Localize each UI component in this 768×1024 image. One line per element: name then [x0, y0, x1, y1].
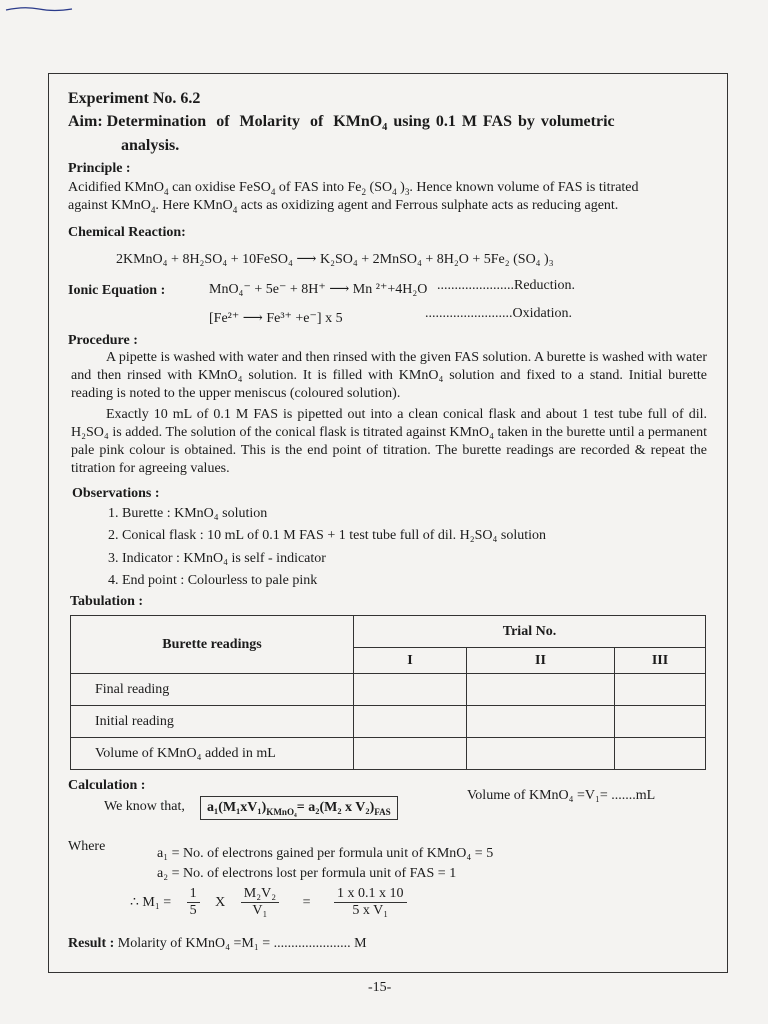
- table-cell: [615, 674, 706, 706]
- result-text: Molarity of KMnO₄ =M₁ = ...................... M: [117, 936, 367, 951]
- chemical-reaction-heading: Chemical Reaction:: [68, 225, 186, 240]
- procedure-heading: Procedure :: [68, 333, 138, 348]
- reduction-label: ......................Reduction.: [437, 278, 576, 293]
- table-cell: [467, 674, 615, 706]
- procedure-paragraph-2: Exactly 10 mL of 0.1 M FAS is pipetted out into a clean conical flask and about 1 test tube full of dil. H₂SO₄ is added. The solution of the conical flask is titrated against KMnO₄ taken in the burette until a permanent pale pink colour is obtained. This is the end point of titration. The burette readings are recorded & repeat the titration for agreeing values.: [71, 407, 707, 476]
- result-line: [68, 936, 367, 952]
- table-cell: [354, 674, 467, 706]
- observation-item-1: 1. Burette : KMnO₄ solution: [108, 506, 268, 521]
- tabulation-heading: Tabulation :: [70, 594, 144, 609]
- table-cell: [467, 706, 615, 738]
- molarity-formula-box: $a_1(M_1xV_1)_{KMnO_4}= a_2(M_2$ x $V_2)_{FAS}$: [200, 796, 398, 820]
- aim-text: Determination of Molarity of KMnO: [106, 113, 383, 130]
- table-cell: [467, 738, 615, 770]
- trial-3-header: III: [615, 648, 706, 674]
- volume-kmno4-text: Volume of KMnO₄ =V₁= .......mL: [467, 788, 656, 803]
- procedure-paragraph-1: A pipette is washed with water and then rinsed with the given FAS solution. A burette is washed with water and then rinsed with KMnO₄ solution. It is filled with KMnO₄ solution and fixed to a stand. Initial burette reading is noted to the upper meniscus (coloured solution).: [71, 350, 707, 401]
- observation-item-4: 4. End point : Colourless to pale pink: [108, 573, 318, 588]
- corner-pen-mark: [4, 6, 74, 12]
- table-cell: [354, 738, 467, 770]
- row-volume-added: Volume of KMnO₄ added in mL: [71, 738, 354, 770]
- row-initial-reading: Initial reading: [71, 706, 354, 738]
- chemical-equation: 2KMnO₄ + 8H₂SO₄ + 10FeSO₄ ⟶ K₂SO₄ + 2MnSO₄ + 8H₂O + 5Fe₂ (SO₄ )₃: [116, 252, 554, 267]
- experiment-number: Experiment No. 6.2: [68, 90, 201, 107]
- trial-2-header: II: [467, 648, 615, 674]
- calculation-heading: Calculation :: [68, 778, 146, 793]
- a1-definition: a₁ = No. of electrons gained per formula unit of KMnO₄ = 5: [157, 846, 494, 861]
- page-number: -15-: [368, 980, 392, 995]
- observation-item-3: 3. Indicator : KMnO₄ is self - indicator: [108, 551, 326, 566]
- principle-line-2: against KMnO$_4$. Here KMnO$_4$ acts as oxidizing agent and Ferrous sulphate acts as reducing agent.: [68, 198, 619, 215]
- burette-readings-header: Burette readings: [71, 616, 354, 674]
- aim-text-cont: using 0.1 M FAS by volumetric: [387, 113, 615, 130]
- trial-1-header: I: [354, 648, 467, 674]
- burette-readings-table: [70, 615, 706, 770]
- molarity-calculation: ∴ M₁ = $\frac{1}{5}$ X $\frac{\text{M₂V₂}}{\text{V₁}}$ = $\frac{1 x 0.1 x 10}{\text{5 x V₁}}$: [130, 886, 407, 919]
- aim-line-2: analysis.: [121, 137, 180, 154]
- ionic-equation-label: Ionic Equation :: [68, 283, 166, 298]
- oxidation-label: .........................Oxidation.: [425, 306, 572, 321]
- table-cell: [615, 706, 706, 738]
- ionic-equation-reduction: MnO₄⁻ + 5e⁻ + 8H⁺ ⟶ Mn ²⁺+4H₂O: [209, 282, 428, 297]
- aim-line-1: Aim: Determination of Molarity of KMnO$_4$ using 0.1 M FAS by volumetric: [68, 113, 615, 134]
- where-label: Where: [68, 839, 106, 854]
- aim-label: Aim:: [68, 113, 103, 130]
- table-cell: [615, 738, 706, 770]
- principle-line-1: Acidified KMnO$_4$ can oxidise FeSO$_4$ of FAS into $Fe_2$ ($SO_4$ )$_3$. Hence known volume of FAS is titrated: [68, 180, 639, 197]
- trial-number-header: Trial No.: [354, 616, 706, 648]
- ionic-equation-oxidation: [Fe²⁺ ⟶ Fe³⁺ +e⁻] x 5: [209, 311, 343, 326]
- principle-heading: Principle :: [68, 161, 131, 176]
- a2-definition: a₂ = No. of electrons lost per formula unit of FAS = 1: [157, 866, 457, 881]
- observation-item-2: 2. Conical flask : 10 mL of 0.1 M FAS + 1 test tube full of dil. H₂SO₄ solution: [108, 528, 547, 543]
- result-label: Result :: [68, 936, 115, 951]
- table-cell: [354, 706, 467, 738]
- observations-heading: Observations :: [72, 486, 160, 501]
- row-final-reading: Final reading: [71, 674, 354, 706]
- we-know-that: We know that,: [104, 799, 185, 814]
